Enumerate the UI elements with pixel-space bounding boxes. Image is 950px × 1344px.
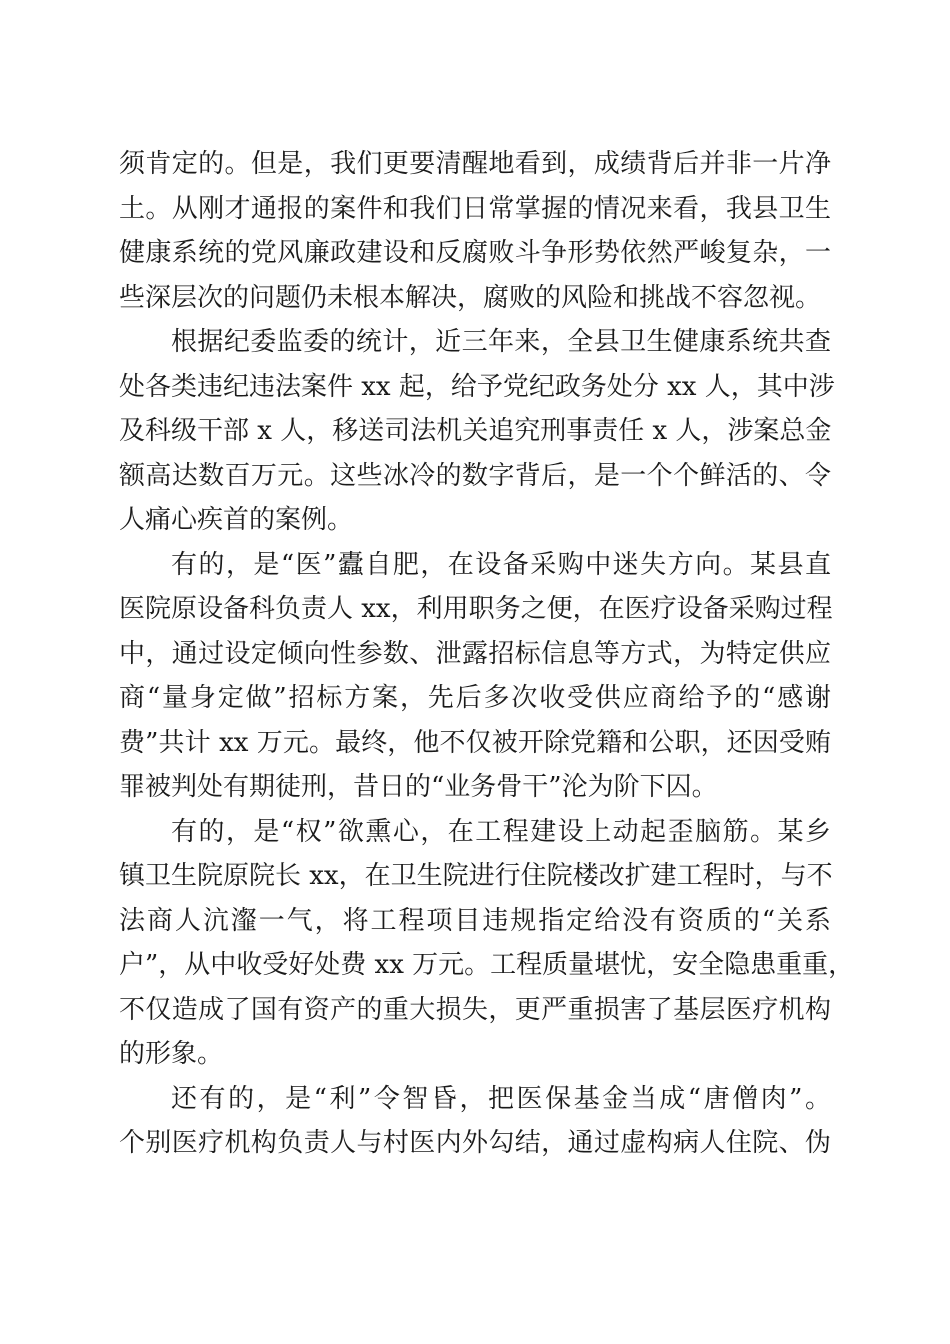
text-line: 中，通过设定倾向性参数、泄露招标信息等方式，为特定供应 bbox=[119, 638, 831, 669]
text-line: 个别医疗机构负责人与村医内外勾结，通过虚构病人住院、伪 bbox=[119, 1128, 831, 1158]
text-line: 还有的，是“利”令智昏，把医保基金当成“唐僧肉”。 bbox=[171, 1083, 831, 1114]
text-line: 及科级干部 x 人，移送司法机关追究刑事责任 x 人，涉案总金 bbox=[119, 416, 832, 446]
text-line: 健康系统的党风廉政建设和反腐败斗争形势依然严峻复杂，一 bbox=[119, 238, 831, 268]
text-line: 额高达数百万元。这些冰冷的数字背后，是一个个鲜活的、令 bbox=[119, 460, 831, 491]
paragraph-4 bbox=[119, 810, 855, 1077]
text-line: 人痛心疾首的案例。 bbox=[119, 505, 354, 535]
text-line: 土。从刚才通报的案件和我们日常掌握的情况来看，我县卫生 bbox=[119, 193, 831, 224]
text-line: 医院原设备科负责人 xx，利用职务之便，在医疗设备采购过程 bbox=[119, 594, 833, 624]
text-line: 费”共计 xx 万元。最终，他不仅被开除党籍和公职，还因受贿 bbox=[119, 727, 831, 758]
document-body bbox=[119, 142, 855, 1166]
text-line: 镇卫生院原院长 xx，在卫生院进行住院楼改扩建工程时，与不 bbox=[119, 861, 833, 891]
paragraph-3 bbox=[119, 543, 831, 810]
text-line: 罪被判处有期徒刑，昔日的“业务骨干”沦为阶下囚。 bbox=[119, 772, 718, 802]
text-line: 的形象。 bbox=[119, 1039, 224, 1069]
paragraph-5 bbox=[119, 1077, 831, 1166]
text-line: 根据纪委监委的统计，近三年来，全县卫生健康系统共查 bbox=[171, 327, 831, 357]
text-line: 户”，从中收受好处费 xx 万元。工程质量堪忧，安全隐患重重， bbox=[119, 950, 855, 980]
text-line: 不仅造成了国有资产的重大损失，更严重损害了基层医疗机构 bbox=[119, 994, 831, 1025]
text-line: 法商人沆瀣一气，将工程项目违规指定给没有资质的“关系 bbox=[119, 905, 831, 936]
text-line: 有的，是“权”欲熏心，在工程建设上动起歪脑筋。某乡 bbox=[171, 816, 831, 847]
text-line: 有的，是“医”蠹自肥，在设备采购中迷失方向。某县直 bbox=[171, 549, 831, 580]
text-line: 须肯定的。但是，我们更要清醒地看到，成绩背后并非一片净 bbox=[119, 149, 831, 179]
paragraph-2 bbox=[119, 320, 835, 543]
text-line: 处各类违纪违法案件 xx 起，给予党纪政务处分 xx 人，其中涉 bbox=[119, 371, 835, 402]
paragraph-1 bbox=[119, 142, 831, 320]
text-line: 些深层次的问题仍未根本解决，腐败的风险和挑战不容忽视。 bbox=[119, 282, 822, 313]
text-line: 商“量身定做”招标方案，先后多次收受供应商给予的“感谢 bbox=[119, 683, 831, 713]
